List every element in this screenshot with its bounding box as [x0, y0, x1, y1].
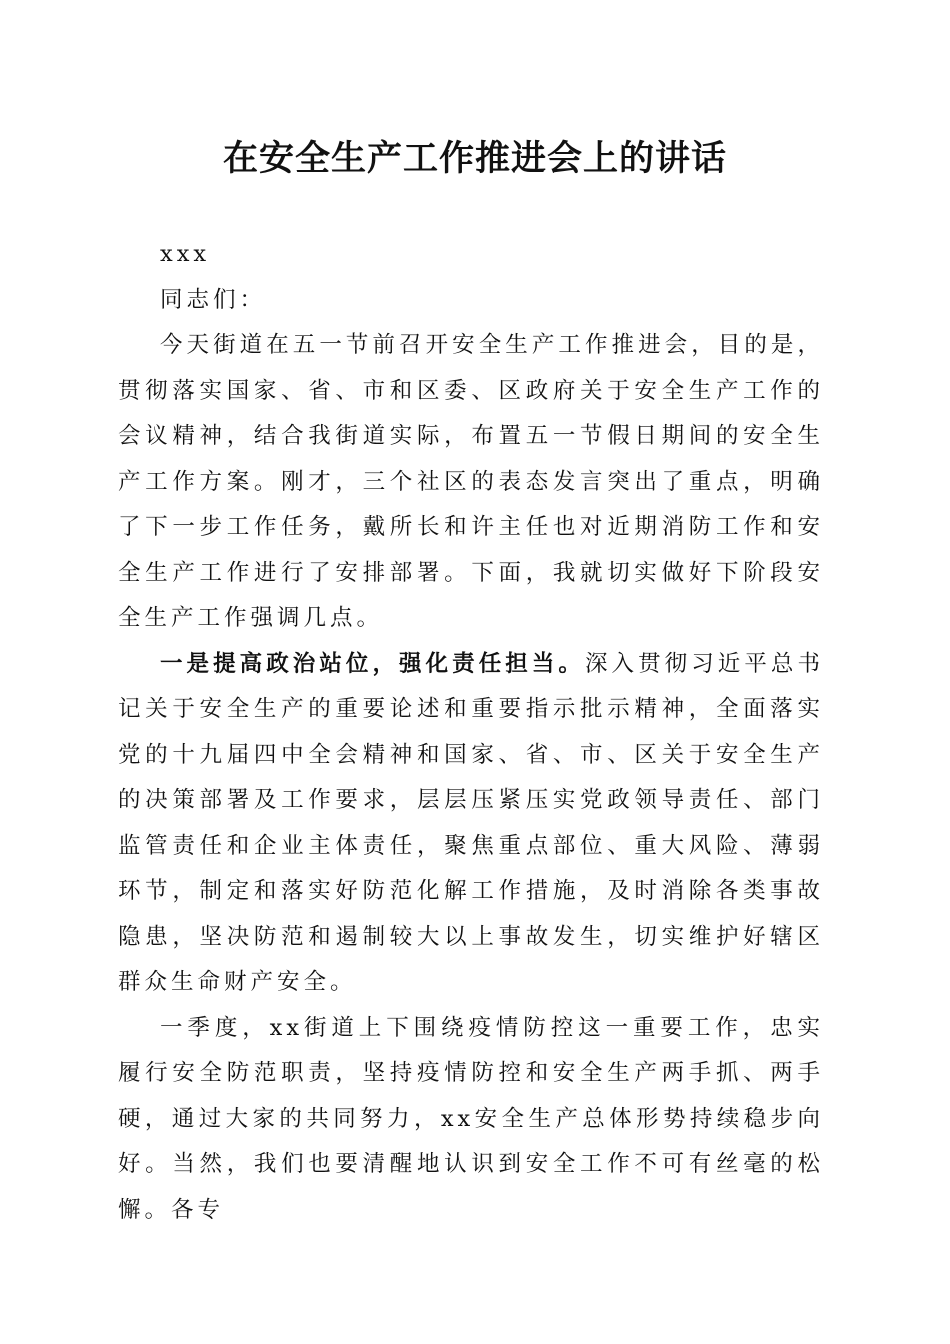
- salutation: 同志们：: [160, 286, 267, 313]
- paragraph-2-text: 深入贯彻习近平总书记关于安全生产的重要论述和重要指示批示精神，全面落实党的十九届四中全会精神和国家、省、市、区关于安全生产的决策部署及工作要求，层层压紧压实党政领导责任、部门监管责任和企业主体责任，聚焦重点部位、重大风险、薄弱环节，制定和落实好防范化解工作措施，及时消除各类事故隐患，坚决防范和遏制较大以上事故发生，切实维护好辖区群众生命财产安全。: [118, 650, 824, 995]
- paragraph-1: [118, 323, 824, 642]
- document-body: [118, 232, 824, 1233]
- paragraph-3-text: 一季度，xx街道上下围绕疫情防控这一重要工作，忠实履行安全防范职责，坚持疫情防控和安全生产两手抓、两手硬，通过大家的共同努力，xx安全生产总体形势持续稳步向好。当然，我们也要清醒地认识到安全工作不可有丝毫的松懈。各专: [118, 1014, 824, 1223]
- paragraph-1-text: 今天街道在五一节前召开安全生产工作推进会，目的是，贯彻落实国家、省、市和区委、区政府关于安全生产工作的会议精神，结合我街道实际，布置五一节假日期间的安全生产工作方案。刚才，三个社区的表态发言突出了重点，明确了下一步工作任务，戴所长和许主任也对近期消防工作和安全生产工作进行了安排部署。下面，我就切实做好下阶段安全生产工作强调几点。: [118, 332, 824, 631]
- paragraph-2: [118, 642, 824, 1006]
- paragraph-2-lead: 一是提高政治站位，强化责任担当。: [160, 650, 585, 677]
- document-title: 在安全生产工作推进会上的讲话: [222, 138, 727, 179]
- author-line: xxx: [160, 241, 211, 267]
- paragraph-3: [118, 1006, 824, 1234]
